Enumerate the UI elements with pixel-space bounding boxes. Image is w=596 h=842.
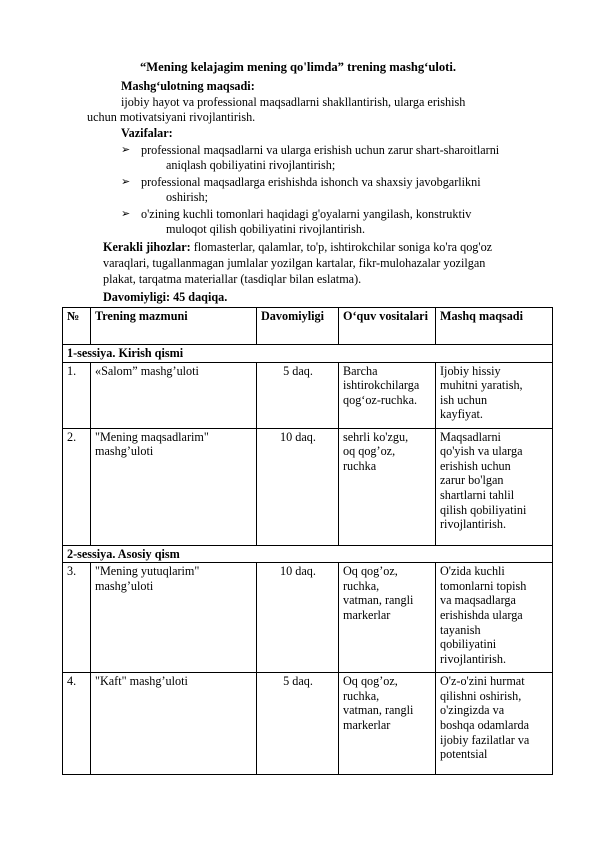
header-purpose: Mashq maqsadi [436,308,553,345]
tasks-heading: Vazifalar: [121,126,173,140]
purpose-line: qobiliyatini [440,637,497,652]
tools-line: ruchka, [343,688,380,703]
purpose-line: kayfiyat. [440,407,483,422]
goal-text-line-2: uchun motivatsiyani rivojlantirish. [87,110,256,124]
task-2-line-2: oshirish; [166,190,208,204]
row-tools [339,362,436,428]
row-tools [339,673,436,775]
purpose-line: rivojlantirish. [440,651,507,666]
task-2-line-1: professional maqsadlarga erishishda ishonch va shaxsiy javobgarlikni [141,175,481,189]
training-plan-table [62,307,553,775]
equipment-label: Kerakli jihozlar: [103,240,191,254]
table-row [63,563,553,673]
header-num: № [63,308,91,345]
purpose-line: Maqsadlarni [440,429,501,444]
task-3-line-1: o'zining kuchli tomonlari haqidagi g'oyalarni yangilash, konstruktiv [141,207,472,221]
task-3-line-2: muloqot qilish qobiliyatini rivojlantirish. [166,222,366,236]
purpose-line: ijobiy fazilatlar va [440,732,530,747]
row-num: 1. [63,362,91,428]
table-row [63,673,553,775]
purpose-line: tayanish [440,622,481,637]
tools-line: qog‘oz-ruchka. [343,392,418,407]
row-num: 2. [63,428,91,545]
tools-line: ruchka, [343,578,380,593]
tools-line: vatman, rangli [343,703,414,718]
purpose-line: qo'yish va ularga [440,444,523,459]
row-duration: 10 daq. [257,428,339,545]
purpose-line: Ijobiy hissiy [440,363,501,378]
tools-line: vatman, rangli [343,593,414,608]
tools-line: Oq qog’oz, [343,564,398,579]
purpose-line: boshqa odamlarda [440,717,530,732]
arrow-bullet-icon: ➢ [121,144,131,156]
row-content: "Kaft" mashg’uloti [91,673,257,775]
tools-line: Oq qog’oz, [343,674,398,689]
tools-line: Barcha [343,363,378,378]
row-purpose [436,673,553,775]
row-content: «Salom” mashg’uloti [91,362,257,428]
purpose-line: zarur bo'lgan [440,473,504,488]
purpose-line: O'z-o'zini hurmat [440,674,525,689]
purpose-line: qilishni oshirish, [440,688,522,703]
tools-line: ruchka [343,458,377,473]
row-duration: 5 daq. [257,673,339,775]
purpose-line: O'zida kuchli [440,564,505,579]
row-num: 4. [63,673,91,775]
session-2-title: 2-sessiya. Asosiy qism [63,545,553,563]
tools-line: markerlar [343,717,391,732]
tools-line: oq qog’oz, [343,444,396,459]
tools-line: sehrli ko'zgu, [343,429,409,444]
session-1-title: 1-sessiya. Kirish qismi [63,345,553,363]
equipment-line-3: plakat, tarqatma materiallar (tasdiqlar bilan eslatma). [103,272,362,286]
purpose-line: qilish qobiliyatini [440,502,527,517]
header-tools: O‘quv vositalari [339,308,436,345]
purpose-line: shartlarni tahlil [440,487,515,502]
purpose-line: va maqsadlarga [440,593,516,608]
purpose-line: erishish uchun [440,458,511,473]
table-row [63,362,553,428]
tools-line: ishtirokchilarga [343,378,420,393]
session-row [63,345,553,363]
row-purpose [436,563,553,673]
header-content: Trening mazmuni [91,308,257,345]
purpose-line: tomonlarni topish [440,578,527,593]
row-content: "Mening yutuqlarim" mashg’uloti [91,563,257,673]
header-duration: Davomiyligi [257,308,339,345]
row-purpose [436,428,553,545]
arrow-bullet-icon: ➢ [121,208,131,220]
table-row [63,428,553,545]
session-row [63,545,553,563]
goal-text-line-1: ijobiy hayot va professional maqsadlarni shakllantirish, ularga erishish [121,95,466,109]
task-1-line-1: professional maqsadlarni va ularga erishish uchun zarur shart-sharoitlarni [141,143,500,157]
purpose-line: potentsial [440,747,488,762]
tools-line: markerlar [343,607,391,622]
duration-text: Davomiyligi: 45 daqiqa. [103,290,228,304]
equipment-line-2: varaqlari, tugallanmagan jumlalar yozilgan kartalar, fikr-mulohazalar yozilgan [103,256,486,270]
purpose-line: rivojlantirish. [440,517,507,532]
task-1-line-2: aniqlash qobiliyatini rivojlantirish; [166,158,336,172]
document-title: “Mening kelajagim mening qo'limda” trening mashg‘uloti. [139,60,457,74]
equipment-text-1: flomasterlar, qalamlar, to'p, ishtirokchilar soniga ko'ra qog'oz [193,240,493,254]
row-num: 3. [63,563,91,673]
purpose-line: o'zingizda va [440,703,505,718]
arrow-bullet-icon: ➢ [121,176,131,188]
goal-heading: Mashg‘ulotning maqsadi: [121,79,255,93]
purpose-line: muhitni yaratish, [440,378,523,393]
row-tools [339,563,436,673]
purpose-line: ish uchun [440,392,488,407]
row-purpose [436,362,553,428]
row-duration: 10 daq. [257,563,339,673]
purpose-line: erishishda ularga [440,607,523,622]
table-header-row [63,308,553,345]
equipment-line-1 [103,240,492,255]
row-tools [339,428,436,545]
row-content: "Mening maqsadlarim" mashg’uloti [91,428,257,545]
row-duration: 5 daq. [257,362,339,428]
